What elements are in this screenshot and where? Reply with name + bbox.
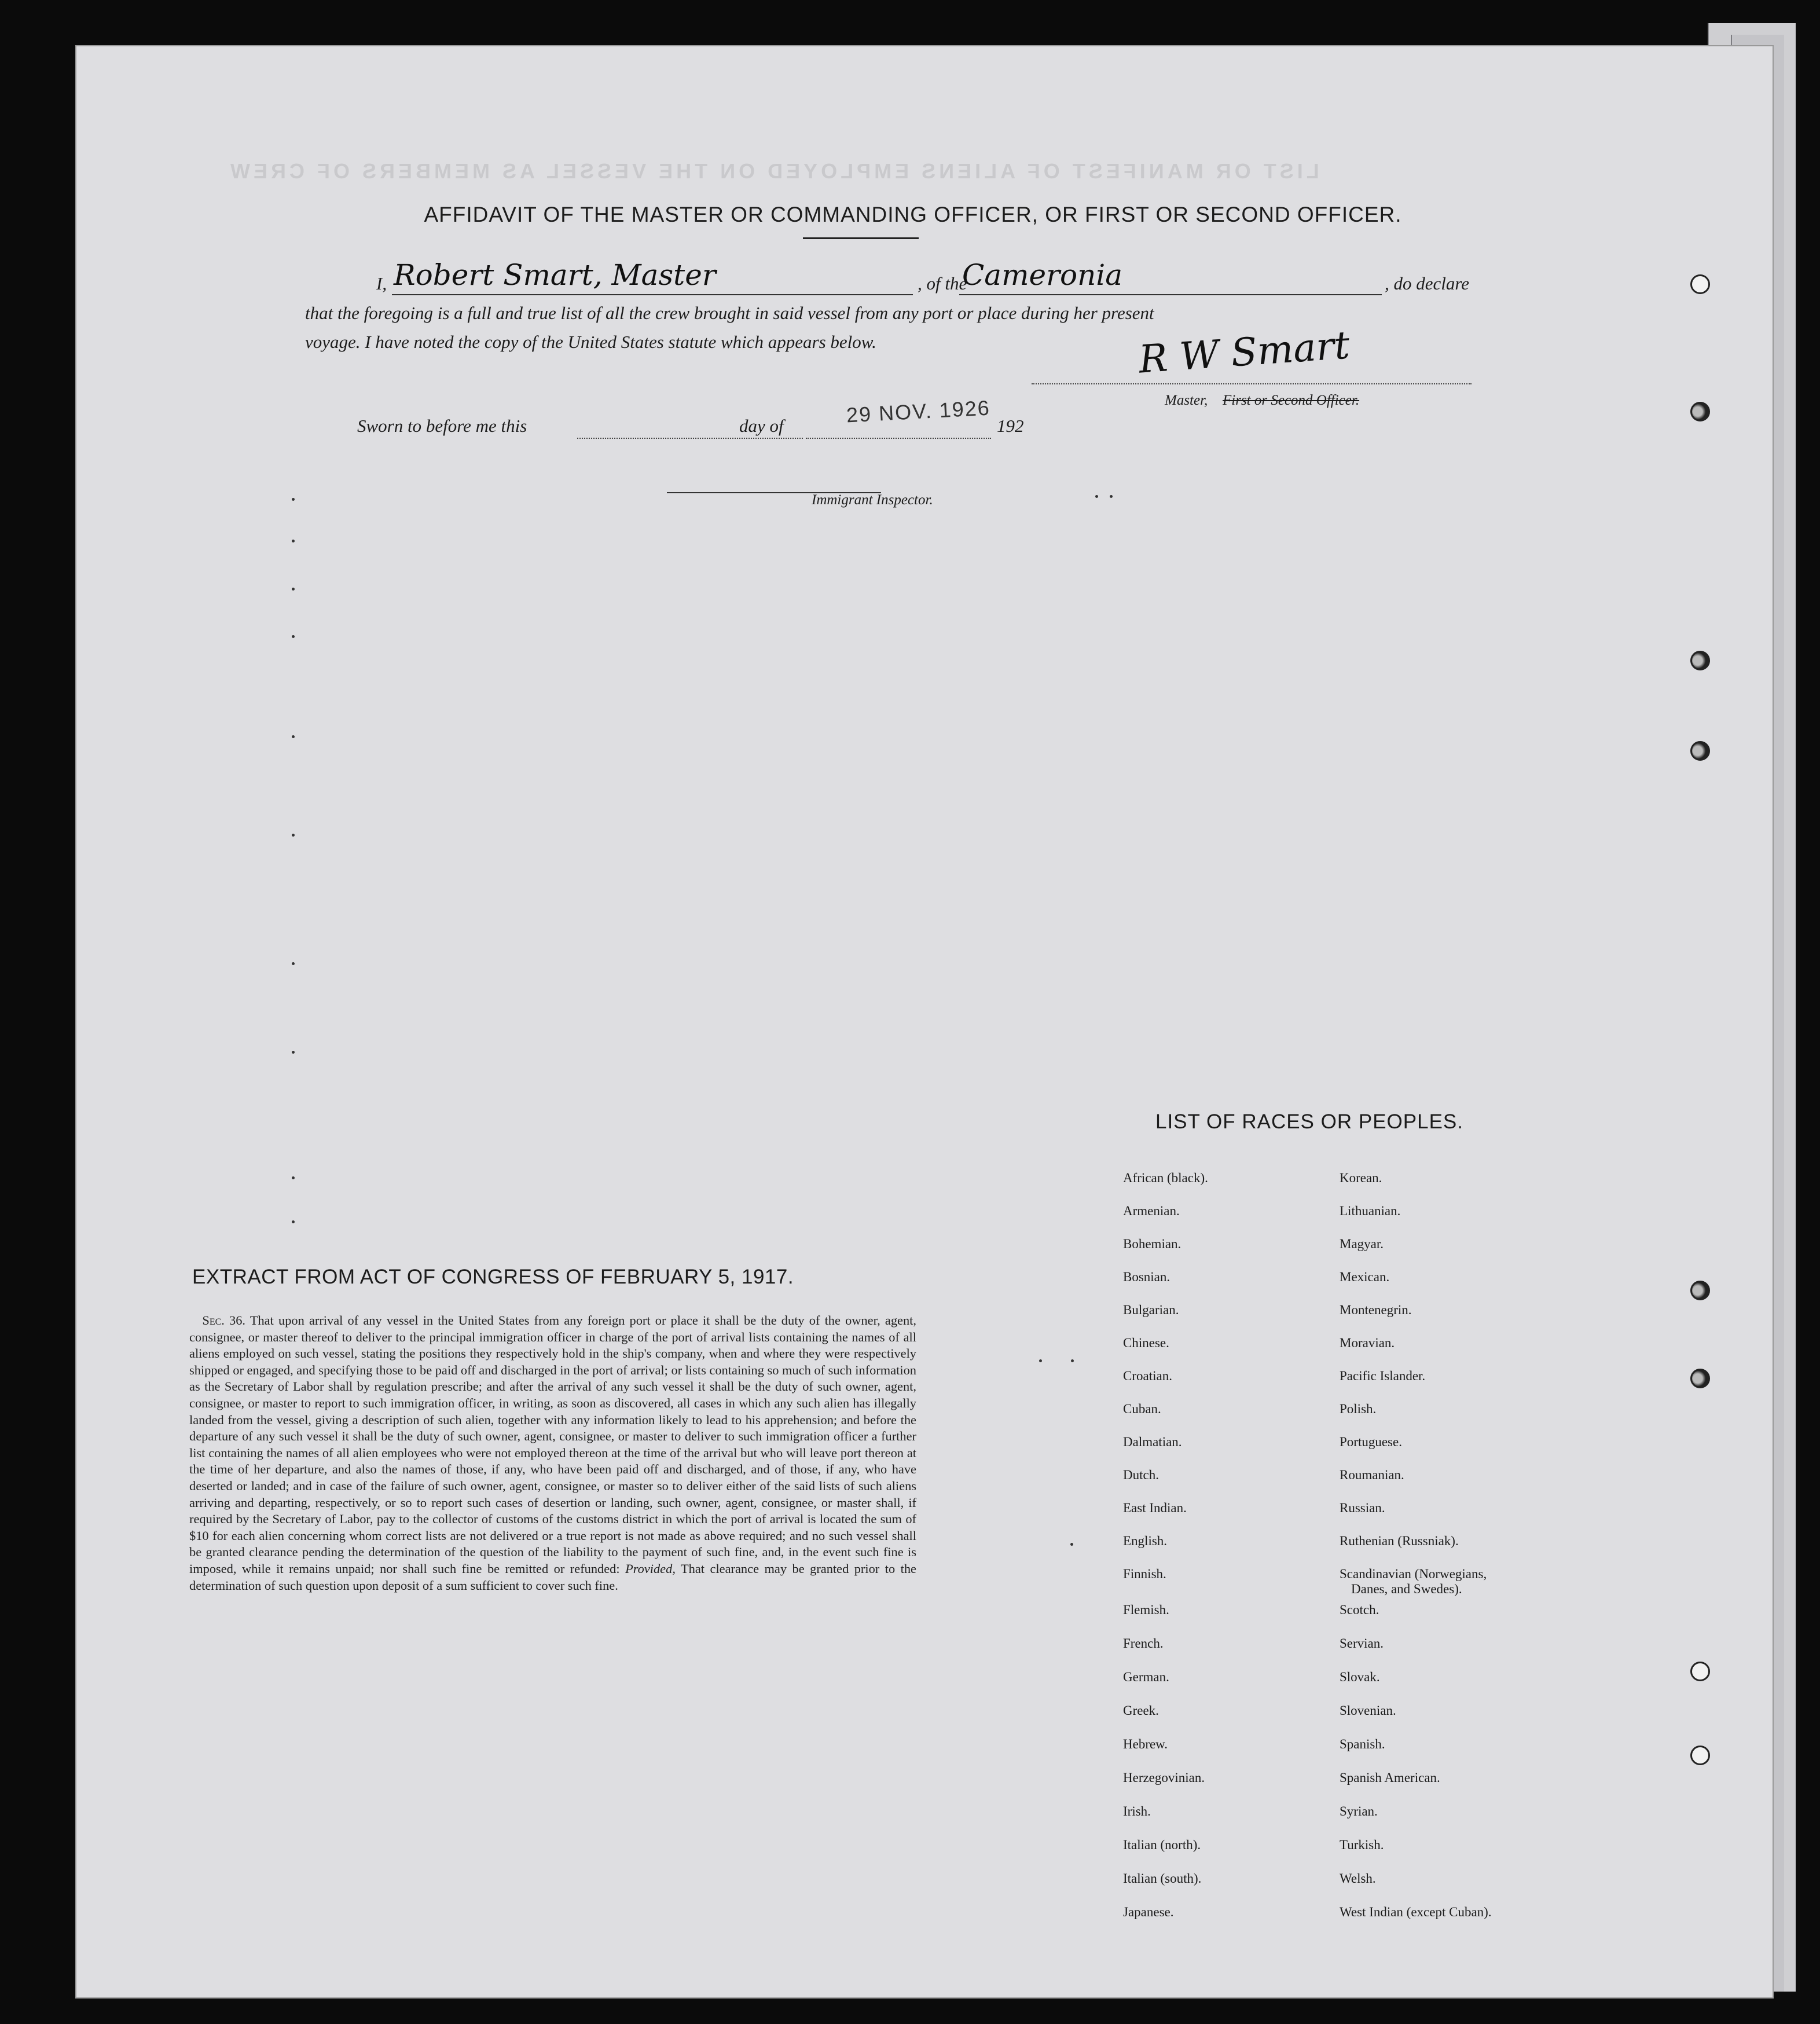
punch-hole — [1690, 1369, 1710, 1388]
race-item: Welsh. — [1340, 1871, 1376, 1886]
margin-dot — [292, 735, 295, 738]
race-item: Roumanian. — [1340, 1468, 1404, 1482]
vessel-name-handwritten: Cameronia — [962, 258, 1123, 292]
race-item: Dutch. — [1123, 1468, 1159, 1482]
extract-heading: EXTRACT FROM ACT OF CONGRESS OF FEBRUARY 5, 1917. — [192, 1266, 794, 1288]
race-item: East Indian. — [1123, 1501, 1187, 1515]
race-item: Montenegrin. — [1340, 1303, 1412, 1317]
races-heading: LIST OF RACES OR PEOPLES. — [1155, 1110, 1463, 1133]
race-item: Scotch. — [1340, 1603, 1379, 1617]
sworn-label: Sworn to before me this — [357, 416, 527, 436]
race-item: Portuguese. — [1340, 1435, 1402, 1449]
sworn-day-line — [577, 438, 803, 439]
margin-dot — [292, 588, 295, 591]
signature-caption-master: Master, — [1165, 393, 1208, 408]
section-36-text — [189, 1312, 916, 1594]
affidavit-line-2: that the foregoing is a full and true list of all the crew brought in said vessel from any port or place during her present — [305, 303, 1154, 323]
race-item: Spanish. — [1340, 1737, 1385, 1751]
race-item: Spanish American. — [1340, 1770, 1440, 1785]
race-item: Croatian. — [1123, 1369, 1172, 1383]
master-signature: R W Smart — [1137, 322, 1351, 382]
race-item: Slovenian. — [1340, 1703, 1396, 1718]
race-item: Polish. — [1340, 1402, 1377, 1416]
margin-dot — [292, 1051, 295, 1054]
punch-hole — [1690, 651, 1710, 670]
race-item: Bohemian. — [1123, 1237, 1181, 1251]
do-declare-label: , do declare — [1385, 273, 1470, 294]
margin-dot — [1039, 1359, 1042, 1362]
margin-dot — [292, 1220, 295, 1223]
declarant-name-handwritten: Robert Smart, Master — [394, 258, 716, 292]
race-item: Bulgarian. — [1123, 1303, 1179, 1317]
punch-hole — [1690, 741, 1710, 761]
margin-dot — [292, 834, 295, 837]
provided-word: Provided, — [625, 1561, 676, 1576]
day-of-label: day of — [739, 416, 784, 436]
race-item: French. — [1123, 1636, 1164, 1651]
margin-dot — [1110, 495, 1113, 498]
punch-hole — [1690, 274, 1710, 294]
margin-dot — [292, 540, 295, 542]
race-item: Hebrew. — [1123, 1737, 1168, 1751]
race-item: Magyar. — [1340, 1237, 1384, 1251]
punch-hole — [1690, 1662, 1710, 1681]
race-item: German. — [1123, 1670, 1169, 1684]
race-item: Pacific Islander. — [1340, 1369, 1426, 1383]
race-item: Greek. — [1123, 1703, 1159, 1718]
margin-dot — [1095, 495, 1098, 498]
margin-dot — [292, 962, 295, 965]
race-item: Herzegovinian. — [1123, 1770, 1205, 1785]
race-item: Moravian. — [1340, 1336, 1395, 1350]
race-item: Lithuanian. — [1340, 1204, 1401, 1218]
section-body: That upon arrival of any vessel in the United States from any foreign port or place it shall be the duty of the owner, agent, consignee, or master thereof to deliver to the principal immigration officer in charge of the port of arrival lists containing the names of all aliens employed on such vessel, stating the positions they respectively hold in the ship's company, when and where they were respectively shipped or engaged, and specifying those to be paid off and discharged in the port of arrival; or lists containing so much of such information as the Secretary of Labor shall by regulation prescribe; and after the arrival of any such vessel it shall be the duty of such owner, agent, consignee, or master to report to such immigration officer, in writing, as soon as discovered, all cases in which any such alien has illegally landed from the vessel, giving a description of such alien, together with any information likely to lead to his apprehension; and before the departure of any such vessel it shall be the duty of such owner, agent, consignee, or master to deliver to such immigration officer a further list containing the names of all alien employees who were not employed thereon at the time of the arrival but who will leave port thereon at the time of her departure, and also the names of those, if any, who have been paid off and discharged, and of those, if any, who have deserted or landed; and in case of the failure of such owner, agent, consignee, or master so to deliver either of the said lists of such aliens arriving and departing, respectively, or so to report such cases of desertion or landing, such owner, agent, consignee, or master shall, if required by the Secretary of Labor, pay to the collector of customs of the customs district in which the port of arrival is located the sum of $10 for each alien concerning whom correct lists are not delivered or a true report is not made as above required; and no such vessel shall be granted clearance pending the determination of the question of the liability to the payment of such fine, and, in the event such fine is imposed, while it remains unpaid; nor shall such fine be remitted or refunded: — [189, 1313, 916, 1576]
punch-hole — [1690, 1281, 1710, 1300]
race-item: Servian. — [1340, 1636, 1384, 1651]
margin-dot — [292, 1176, 295, 1179]
date-stamp: 29 NOV. 1926 — [846, 395, 991, 427]
race-item: Russian. — [1340, 1501, 1385, 1515]
margin-dot — [292, 635, 295, 638]
race-item: Japanese. — [1123, 1905, 1174, 1919]
margin-dot — [292, 498, 295, 501]
race-item: Slovak. — [1340, 1670, 1380, 1684]
margin-dot — [1070, 1543, 1073, 1546]
bleedthrough-heading: LIST OR MANIFEST OF ALIENS EMPLOYED ON THE VESSEL AS MEMBERS OF CREW — [227, 159, 1319, 183]
race-item: Bosnian. — [1123, 1270, 1170, 1284]
sworn-month-line — [806, 438, 991, 439]
punch-hole — [1690, 402, 1710, 421]
race-item: Italian (north). — [1123, 1838, 1201, 1852]
section-body-end: That clearance may be granted prior to the determination of such question upon deposit of a sum sufficient to cover such fine. — [189, 1561, 916, 1593]
section-label: Sec. 36. — [202, 1313, 246, 1328]
declarant-underline — [392, 294, 913, 295]
document-page — [75, 45, 1774, 1999]
race-item: Armenian. — [1123, 1204, 1180, 1218]
inspector-caption: Immigrant Inspector. — [812, 492, 933, 508]
punch-hole — [1690, 1746, 1710, 1765]
race-item: Dalmatian. — [1123, 1435, 1182, 1449]
affidavit-line-3: voyage. I have noted the copy of the United States statute which appears below. — [305, 332, 876, 352]
year-label: 192 — [997, 416, 1024, 436]
race-item: Danes, and Swedes). — [1351, 1582, 1462, 1596]
race-item: Turkish. — [1340, 1838, 1384, 1852]
race-item: Italian (south). — [1123, 1871, 1202, 1886]
race-item: Finnish. — [1123, 1567, 1166, 1581]
race-item: Irish. — [1123, 1804, 1151, 1818]
signature-caption-struck: First or Second Officer. — [1223, 393, 1360, 408]
margin-dot — [1071, 1359, 1074, 1362]
race-item: Ruthenian (Russniak). — [1340, 1534, 1459, 1548]
race-item: Scandinavian (Norwegians, — [1340, 1567, 1487, 1581]
affidavit-heading: AFFIDAVIT OF THE MASTER OR COMMANDING OFFICER, OR FIRST OR SECOND OFFICER. — [424, 203, 1402, 226]
race-item: English. — [1123, 1534, 1168, 1548]
race-item: Syrian. — [1340, 1804, 1378, 1818]
of-the-label: , of the — [918, 273, 967, 294]
race-item: African (black). — [1123, 1171, 1208, 1185]
race-item: West Indian (except Cuban). — [1340, 1905, 1492, 1919]
signature-line — [1032, 383, 1472, 384]
race-item: Korean. — [1340, 1171, 1382, 1185]
vessel-underline — [959, 294, 1382, 295]
heading-rule — [803, 237, 919, 239]
affidavit-i-label: I, — [376, 273, 387, 294]
race-item: Mexican. — [1340, 1270, 1390, 1284]
race-item: Cuban. — [1123, 1402, 1161, 1416]
race-item: Flemish. — [1123, 1603, 1169, 1617]
race-item: Chinese. — [1123, 1336, 1169, 1350]
